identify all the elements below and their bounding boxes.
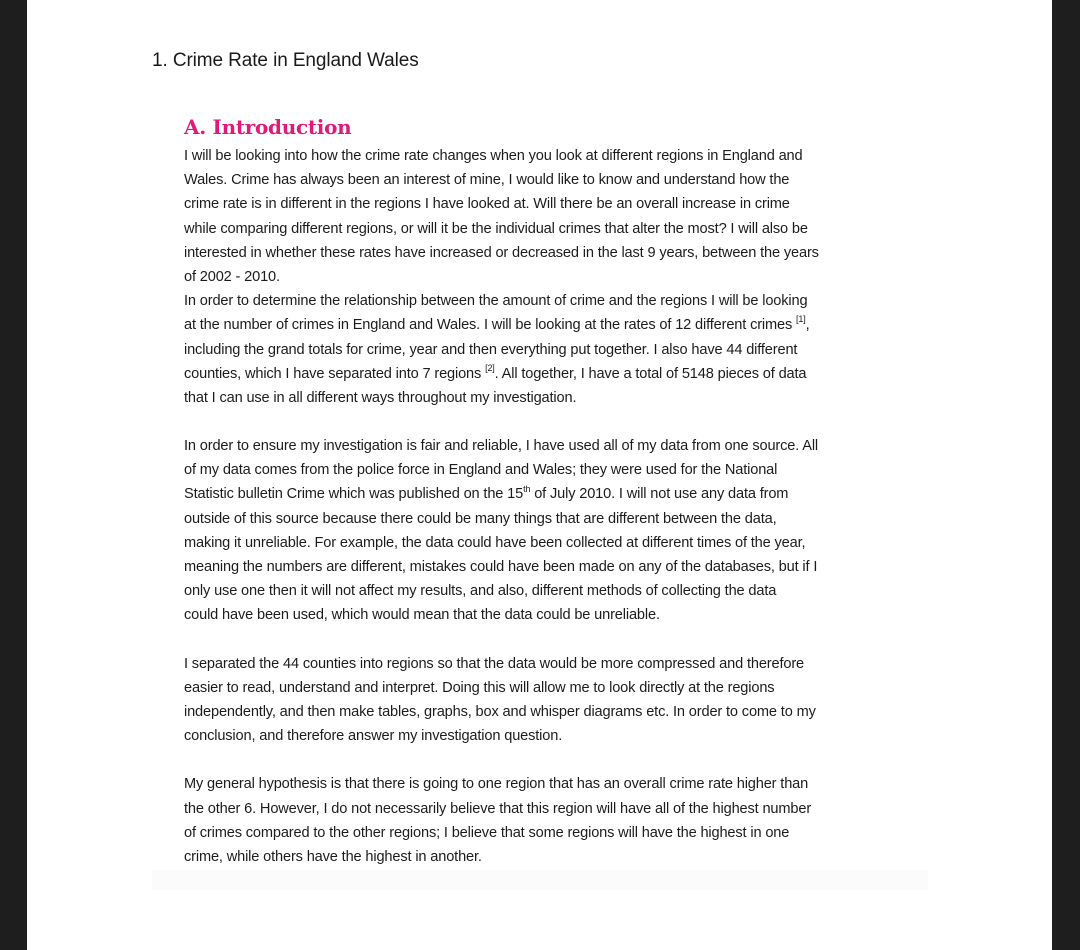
paragraph-2 xyxy=(184,289,924,410)
text-line: could have been used, which would mean that the data could be unreliable. xyxy=(184,607,660,624)
paragraph-4 xyxy=(184,652,924,749)
text-line: crime rate is in different in the regions I have looked at. Will there be an overall increase in crime xyxy=(184,196,790,213)
page-shading-band xyxy=(152,870,928,890)
text-line: only use one then it will not affect my results, and also, different methods of collecting the data xyxy=(184,583,777,600)
text-segment: , xyxy=(805,317,810,334)
text-line: that I can use in all different ways throughout my investigation. xyxy=(184,389,577,406)
text-line: In order to ensure my investigation is fair and reliable, I have used all of my data from one source. All xyxy=(184,438,819,455)
text-line: easier to read, understand and interpret. Doing this will allow me to look directly at the regions xyxy=(184,679,775,696)
text-line xyxy=(184,362,924,386)
text-line: independently, and then make tables, graphs, box and whisper diagrams etc. In order to come to my xyxy=(184,703,816,720)
ordinal-suffix: th xyxy=(523,483,531,494)
text-line: I will be looking into how the crime rate changes when you look at different regions in England and xyxy=(184,148,803,164)
footnote-ref-2: [2] xyxy=(485,362,495,373)
text-segment: counties, which I have separated into 7 regions xyxy=(184,365,482,382)
footnote-ref-1: [1] xyxy=(796,314,806,325)
text-line: while comparing different regions, or will it be the individual crimes that alter the most? I will also be xyxy=(184,220,808,237)
text-line: making it unreliable. For example, the data could have been collected at different times of the year, xyxy=(184,534,806,551)
text-line: crime, while others have the highest in another. xyxy=(184,848,482,865)
text-line xyxy=(184,482,924,506)
text-segment: Statistic bulletin Crime which was published on the 15 xyxy=(184,486,524,503)
text-line: of 2002 - 2010. xyxy=(184,268,280,285)
text-line xyxy=(184,313,924,337)
text-line: outside of this source because there could be many things that are different between the data, xyxy=(184,510,777,527)
section-heading-introduction: A. Introduction xyxy=(184,115,352,139)
text-segment: of July 2010. I will not use any data from xyxy=(530,486,789,503)
text-line: Wales. Crime has always been an interest of mine, I would like to know and understand how the xyxy=(184,172,790,189)
text-line: I separated the 44 counties into regions so that the data would be more compressed and therefore xyxy=(184,655,805,672)
text-line: the other 6. However, I do not necessarily believe that this region will have all of the highest number xyxy=(184,800,812,817)
paragraph-3 xyxy=(184,434,924,628)
text-segment: at the number of crimes in England and Wales. I will be looking at the rates of 12 different crimes xyxy=(184,317,793,334)
paragraph-5 xyxy=(184,772,924,869)
text-segment: . All together, I have a total of 5148 pieces of data xyxy=(494,365,807,382)
text-line: of my data comes from the police force in England and Wales; they were used for the National xyxy=(184,462,778,479)
text-line: My general hypothesis is that there is going to one region that has an overall crime rate higher than xyxy=(184,776,809,793)
paragraph-1 xyxy=(184,144,924,289)
text-line: interested in whether these rates have increased or decreased in the last 9 years, between the years xyxy=(184,244,819,261)
text-line: including the grand totals for crime, year and then everything put together. I also have 44 different xyxy=(184,341,798,358)
text-line: In order to determine the relationship between the amount of crime and the regions I will be looking xyxy=(184,293,808,310)
introduction-body xyxy=(184,144,924,869)
document-title: 1. Crime Rate in England Wales xyxy=(152,50,419,71)
text-line: meaning the numbers are different, mistakes could have been made on any of the databases, but if I xyxy=(184,559,818,575)
document-page xyxy=(27,0,1052,950)
text-line: conclusion, and therefore answer my investigation question. xyxy=(184,728,563,745)
text-line: of crimes compared to the other regions; I believe that some regions will have the highest in one xyxy=(184,824,790,841)
